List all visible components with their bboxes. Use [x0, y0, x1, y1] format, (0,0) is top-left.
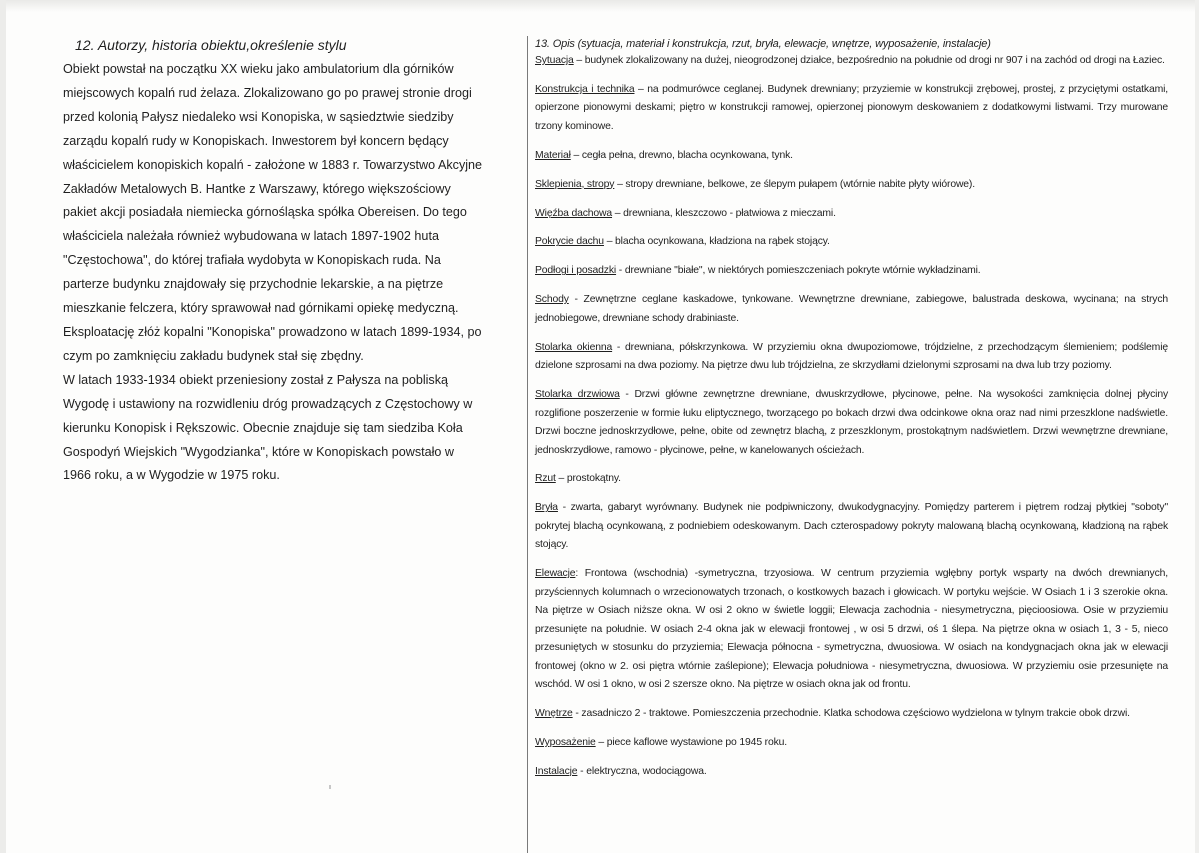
section-text: - drewniana, półskrzynkowa. W przyziemiu okna dwupoziomowe, trójdzielne, z przechodzącym ślemieniem; podślemię dzielone szprosami na dwa poziomy. Na piętrze dwu lub trójdzielna, ze skrzydłami dzielonymi szprosami na dwa lub trzy poziomy.	[535, 341, 1168, 372]
section-label: Stolarka drzwiowa	[535, 389, 620, 401]
section-label: Wnętrze	[535, 708, 573, 720]
section-wiezba	[535, 205, 1168, 224]
page-fold-line	[527, 36, 528, 853]
section-label: Pokrycie dachu	[535, 236, 604, 248]
history-heading: 12. Autorzy, historia obiektu,określenie stylu	[75, 37, 347, 53]
section-text: – budynek zlokalizowany na dużej, nieogrodzonej działce, bezpośrednio na południe od drogi nr 907 i na zachód od drogi na Łaziec.	[573, 55, 1165, 66]
scan-edge-left	[0, 0, 6, 853]
section-text: – prostokątny.	[555, 473, 621, 485]
section-bryla	[535, 499, 1168, 555]
history-column	[63, 34, 483, 488]
section-konstrukcja	[535, 81, 1168, 137]
section-pokrycie	[535, 233, 1168, 252]
section-text: – cegła pełna, drewno, blacha ocynkowana, tynk.	[570, 149, 793, 161]
scan-edge-top	[0, 0, 1199, 12]
section-label: Elewacje	[535, 568, 576, 580]
description-heading: 13. Opis (sytuacja, materiał i konstrukcja, rzut, bryła, elewacje, wnętrze, wyposażenie, instalacje)	[535, 38, 991, 50]
section-stolarka-drzwiowa	[535, 386, 1168, 460]
section-text: - zasadniczo 2 - traktowe. Pomieszczenia przechodnie. Klatka schodowa częściowo wydzielona w tylnym trakcie obok drzwi.	[572, 708, 1130, 720]
section-text: - drewniane "białe", w niektórych pomieszczeniach pokryte wtórnie wykładzinami.	[616, 265, 981, 277]
history-paragraph: Eksploatację złóż kopalni "Konopiska" prowadzono w latach 1899-1934, po czym po zamknięciu zakładu budynek stał się zbędny.	[63, 324, 482, 363]
section-text: – blacha ocynkowana, kładziona na rąbek stojący.	[603, 236, 830, 248]
description-column	[535, 36, 1168, 792]
section-label: Konstrukcja i technika	[535, 83, 635, 95]
section-podlogi	[535, 262, 1168, 281]
section-label: Instalacje	[535, 765, 578, 777]
history-paragraph: Obiekt powstał na początku XX wieku jako ambulatorium dla górników miejscowych kopalń rud żelaza. Zlokalizowano go po prawej stronie drogi przed kolonią Pałysz niedaleko wsi Konopiska, w sąsiedztwie siedziby zarządu kopalń rudy w Konopiskach. Inwestorem był koncern będący właścicielem konopiskich kopalń - założone w 1883 r. Towarzystwo Akcyjne Zakładów Metalowych B. Hantke z Warszawy, którego większościowy pakiet akcji posiadała niemiecka górnośląska spółka Obereisen. Do tego właściciela należała również wybudowana w latach 1897-1902 huta "Częstochowa", do której trafiała wydobyta w Konopiskach ruda. Na parterze budynku znajdowały się przychodnie lekarskie, a na piętrze mieszkanie felczera, który sprawował nad górnikami opiekę medyczną.	[63, 62, 483, 316]
section-text: - zwarta, gabaryt wyrównany. Budynek nie podpiwniczony, dwukodygnacyjny. Pomiędzy parterem i piętrem rodzaj płytkiej "soboty" pokrytej blachą ocynkowaną, z podniebiem odeskowanym. Dach czterospadowy pokryty malowaną blachą ocynkowaną, kładzioną na rąbek stojący.	[535, 502, 1168, 551]
section-sytuacja	[535, 52, 1168, 71]
section-rzut	[535, 470, 1168, 489]
section-text: – na podmurówce ceglanej. Budynek drewniany; przyziemie w konstrukcji zrębowej, prostej, z przyciętymi ostatkami, opierzone pionowymi deskami; piętro w konstrukcji ramowej, opierzonej pionowym deskowaniem z dodatkowymi listwami. Trzy murowane trzony kominowe.	[535, 83, 1168, 132]
section-label: Schody	[535, 294, 569, 306]
section-label: Materiał	[535, 149, 571, 161]
scan-speck	[329, 785, 331, 789]
section-material	[535, 147, 1168, 166]
section-text: – stropy drewniane, belkowe, ze ślepym pułapem (wtórnie nabite płyty wiórowe).	[614, 178, 975, 190]
section-instalacje	[535, 763, 1168, 782]
scan-edge-right	[1195, 0, 1199, 853]
section-label: Rzut	[535, 473, 556, 485]
section-text: : Frontowa (wschodnia) -symetryczna, trzyosiowa. W centrum przyziemia wgłębny portyk wsparty na dwóch drewnianych, przyściennych kolumnach o wrzecionowatych trzonach, o kostkowych bazach i głowicach. W portyku wejście. W Osiach 1 i 3 szerokie okna. Na piętrze w Osiach niższe okna. W osi 2 okno w świetle loggii; Elewacja zachodnia - niesymetryczna, pięcioosiowa. Osie w przyziemiu przesunięte na południe. W osiach 2-4 okna jak w elewacji frontowej , w osi 5 drzwi, oś 1 ślepa. Na piętrze okna w osiach 1, 3 - 5, nieco przesuniętych w stosunku do przyziemia; Elewacja północna - symetryczna, dwuosiowa. W osiach na kondygnacjach okna jak w elewacji frontowej (okno w 2. osi piętra wtórnie zaślepione); Elewacja południowa - niesymetryczna, dwuosiowa. W przyziemiu osie przesunięte na wschód. W osi 1 okno, w osi 2 szersze okno. Na piętrze w osiach okna jak od frontu.	[535, 568, 1168, 691]
section-text: - Drzwi główne zewnętrzne drewniane, dwuskrzydłowe, płycinowe, pełne. Na wysokości zamknięcia dolnej płyciny rozglifione poszerzenie w formie łuku eliptycznego, tworzącego po bokach drzwi dwa odcinkowe okna oraz nad nimi przeszklone nadświetle. Drzwi boczne jednoskrzydłowe, pełne, obite od zewnętrz blachą, z przeszklonym, prostokątnym nadświetlem. Drzwi wewnętrzne drewniane, jednoskrzydłowe, ramowo - płycinowe, pełne, w kanelowanych ościeżach.	[535, 389, 1169, 456]
section-label: Więźba dachowa	[535, 207, 613, 219]
section-text: – drewniana, kleszczowo - płatwiowa z mieczami.	[612, 207, 836, 219]
section-label: Wyposażenie	[535, 736, 596, 748]
section-elewacje	[535, 565, 1168, 695]
section-text: - Zewnętrzne ceglane kaskadowe, tynkowane. Wewnętrzne drewniane, zabiegowe, balustrada deskowa, wycinana; na strych jednobiegowe, drewniane schody drabiniaste.	[535, 294, 1168, 324]
section-sklepienia	[535, 176, 1168, 195]
section-label: Podłogi i posadzki	[535, 265, 617, 277]
section-label: Sklepienia, stropy	[535, 178, 615, 190]
section-label: Bryła	[535, 502, 558, 514]
section-text: - elektryczna, wodociągowa.	[577, 765, 707, 777]
section-text: – piece kaflowe wystawione po 1945 roku.	[595, 736, 788, 748]
section-wyposazenie	[535, 734, 1168, 753]
section-label: Sytuacja	[535, 55, 574, 66]
history-paragraph: W latach 1933-1934 obiekt przeniesiony został z Pałysza na pobliską Wygodę i ustawiony na rozwidleniu dróg prowadzących z Częstochowy w kierunku Konopisk i Rększowic. Obecnie znajduje się tam siedziba Koła Gospodyń Wiejskich "Wygodzianka", które w Konopiskach powstało w 1966 roku, a w Wygodzie w 1975 roku.	[63, 372, 473, 483]
section-schody	[535, 291, 1168, 328]
section-label: Stolarka okienna	[535, 341, 613, 353]
section-wnetrze	[535, 705, 1168, 724]
section-stolarka-okienna	[535, 339, 1168, 376]
